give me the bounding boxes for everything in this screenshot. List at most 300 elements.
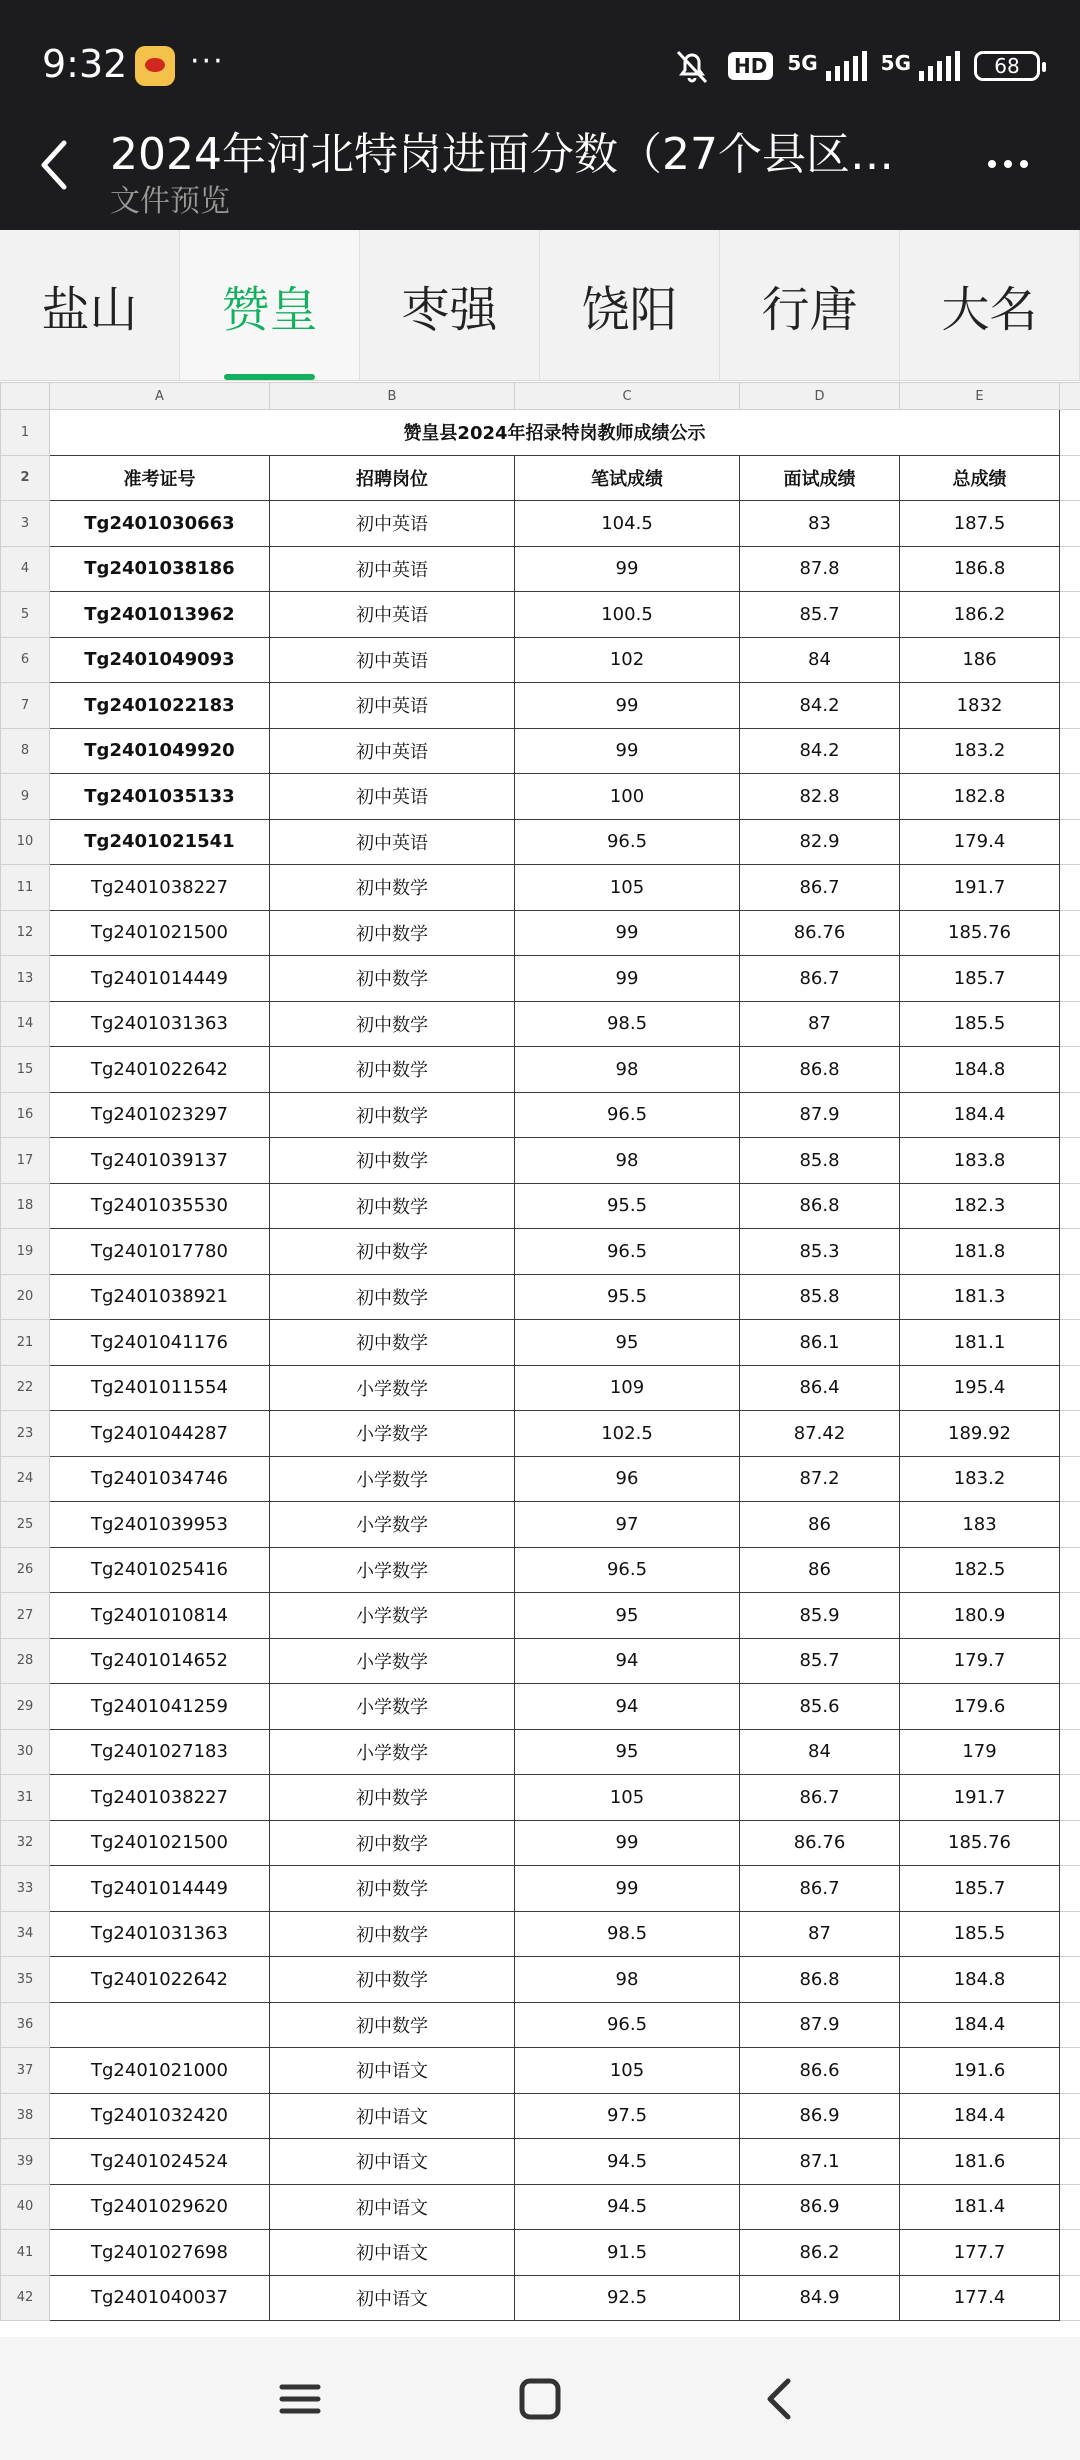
cell-written-score[interactable]: 99 [515, 546, 740, 592]
cell-interview-score[interactable]: 85.8 [740, 1274, 900, 1320]
cell[interactable] [1060, 819, 1080, 865]
cell[interactable] [1060, 1047, 1080, 1093]
row-header[interactable]: 12 [1, 910, 50, 956]
row-header[interactable]: 21 [1, 1320, 50, 1366]
cell-exam-id[interactable]: Tg2401041259 [50, 1684, 270, 1730]
cell[interactable] [1060, 1456, 1080, 1502]
cell-exam-id[interactable]: Tg2401029620 [50, 2184, 270, 2230]
cell[interactable] [1060, 728, 1080, 774]
cell-total-score[interactable]: 191.7 [900, 1775, 1060, 1821]
cell[interactable] [1060, 1684, 1080, 1730]
cell-written-score[interactable]: 100 [515, 774, 740, 820]
row-header[interactable]: 40 [1, 2184, 50, 2230]
cell-position[interactable]: 小学数学 [270, 1547, 515, 1593]
cell[interactable] [1060, 1092, 1080, 1138]
cell-position[interactable]: 小学数学 [270, 1411, 515, 1457]
cell[interactable] [1060, 2275, 1080, 2321]
cell-exam-id[interactable]: Tg2401038186 [50, 546, 270, 592]
cell-interview-score[interactable]: 86.6 [740, 2048, 900, 2094]
cell[interactable] [1060, 1183, 1080, 1229]
cell-written-score[interactable]: 96 [515, 1456, 740, 1502]
cell[interactable] [1060, 1547, 1080, 1593]
cell-exam-id[interactable]: Tg2401023297 [50, 1092, 270, 1138]
cell-position[interactable]: 初中数学 [270, 1092, 515, 1138]
row-header[interactable]: 13 [1, 956, 50, 1002]
cell[interactable] [1060, 1138, 1080, 1184]
cell[interactable] [1060, 2093, 1080, 2139]
cell-total-score[interactable]: 182.3 [900, 1183, 1060, 1229]
row-header[interactable]: 23 [1, 1411, 50, 1457]
cell-total-score[interactable]: 181.3 [900, 1274, 1060, 1320]
cell-position[interactable]: 初中数学 [270, 956, 515, 1002]
row-header[interactable]: 31 [1, 1775, 50, 1821]
cell-written-score[interactable]: 95.5 [515, 1183, 740, 1229]
cell-exam-id[interactable]: Tg2401040037 [50, 2275, 270, 2321]
cell[interactable] [1060, 910, 1080, 956]
cell-total-score[interactable]: 181.1 [900, 1320, 1060, 1366]
cell-position[interactable]: 初中数学 [270, 1775, 515, 1821]
cell-written-score[interactable]: 96.5 [515, 2002, 740, 2048]
tab-raoyang[interactable]: 饶阳 [540, 230, 720, 380]
cell-exam-id[interactable]: Tg2401021500 [50, 1820, 270, 1866]
cell-interview-score[interactable]: 82.9 [740, 819, 900, 865]
cell[interactable] [1060, 455, 1080, 501]
cell-position[interactable]: 初中语文 [270, 2093, 515, 2139]
cell[interactable] [1060, 1502, 1080, 1548]
row-header[interactable]: 16 [1, 1092, 50, 1138]
row-header[interactable]: 2 [1, 455, 50, 501]
row-header[interactable]: 3 [1, 501, 50, 547]
cell-total-score[interactable]: 191.7 [900, 865, 1060, 911]
cell[interactable] [1060, 2002, 1080, 2048]
cell-written-score[interactable]: 99 [515, 910, 740, 956]
cell-interview-score[interactable]: 85.6 [740, 1684, 900, 1730]
more-dots-icon[interactable] [988, 160, 1028, 168]
cell-position[interactable]: 初中数学 [270, 1274, 515, 1320]
cell-written-score[interactable]: 96.5 [515, 1229, 740, 1275]
cell-exam-id[interactable]: Tg2401014449 [50, 1866, 270, 1912]
cell-total-score[interactable]: 177.4 [900, 2275, 1060, 2321]
row-header[interactable]: 32 [1, 1820, 50, 1866]
cell-total-score[interactable]: 183.2 [900, 728, 1060, 774]
cell-total-score[interactable]: 181.8 [900, 1229, 1060, 1275]
header-cell[interactable]: 招聘岗位 [270, 455, 515, 501]
cell-interview-score[interactable]: 84 [740, 637, 900, 683]
cell-interview-score[interactable]: 84.2 [740, 728, 900, 774]
row-header[interactable]: 18 [1, 1183, 50, 1229]
cell-total-score[interactable]: 181.6 [900, 2139, 1060, 2185]
cell[interactable] [1060, 1001, 1080, 1047]
cell[interactable] [1060, 1274, 1080, 1320]
cell-interview-score[interactable]: 86.7 [740, 1866, 900, 1912]
cell[interactable] [1060, 1820, 1080, 1866]
cell-interview-score[interactable]: 85.7 [740, 1638, 900, 1684]
cell-position[interactable]: 初中数学 [270, 1957, 515, 2003]
cell-written-score[interactable]: 95 [515, 1729, 740, 1775]
cell-interview-score[interactable]: 86.9 [740, 2184, 900, 2230]
tab-daming[interactable]: 大名 [900, 230, 1080, 380]
row-header[interactable]: 38 [1, 2093, 50, 2139]
cell-total-score[interactable]: 179.7 [900, 1638, 1060, 1684]
row-header[interactable]: 5 [1, 592, 50, 638]
cell-exam-id[interactable] [50, 2002, 270, 2048]
corner-cell[interactable] [1, 383, 50, 410]
row-header[interactable]: 34 [1, 1911, 50, 1957]
cell-position[interactable]: 初中数学 [270, 1320, 515, 1366]
cell[interactable] [1060, 1365, 1080, 1411]
cell-interview-score[interactable]: 85.8 [740, 1138, 900, 1184]
cell-position[interactable]: 初中数学 [270, 910, 515, 956]
cell-interview-score[interactable]: 87 [740, 1001, 900, 1047]
cell-exam-id[interactable]: Tg2401017780 [50, 1229, 270, 1275]
row-header[interactable]: 7 [1, 683, 50, 729]
cell-exam-id[interactable]: Tg2401038227 [50, 865, 270, 911]
cell-exam-id[interactable]: Tg2401014652 [50, 1638, 270, 1684]
cell-position[interactable]: 初中数学 [270, 1047, 515, 1093]
cell-interview-score[interactable]: 87 [740, 1911, 900, 1957]
cell-interview-score[interactable]: 86.4 [740, 1365, 900, 1411]
row-header[interactable]: 41 [1, 2230, 50, 2276]
row-header[interactable]: 25 [1, 1502, 50, 1548]
cell-written-score[interactable]: 97.5 [515, 2093, 740, 2139]
cell-position[interactable]: 初中英语 [270, 546, 515, 592]
header-cell[interactable]: 准考证号 [50, 455, 270, 501]
cell[interactable] [1060, 2139, 1080, 2185]
tab-yanshan[interactable]: 盐山 [0, 230, 180, 380]
cell[interactable] [1060, 683, 1080, 729]
row-header[interactable]: 20 [1, 1274, 50, 1320]
cell[interactable] [1060, 637, 1080, 683]
cell[interactable] [1060, 865, 1080, 911]
cell-total-score[interactable]: 182.5 [900, 1547, 1060, 1593]
cell-position[interactable]: 初中英语 [270, 592, 515, 638]
cell-written-score[interactable]: 99 [515, 728, 740, 774]
cell-position[interactable]: 初中英语 [270, 819, 515, 865]
back-chevron-icon[interactable] [748, 2367, 812, 2431]
cell-total-score[interactable]: 180.9 [900, 1593, 1060, 1639]
cell-total-score[interactable]: 195.4 [900, 1365, 1060, 1411]
cell-total-score[interactable]: 185.76 [900, 1820, 1060, 1866]
cell-total-score[interactable]: 184.8 [900, 1957, 1060, 2003]
row-header[interactable]: 17 [1, 1138, 50, 1184]
cell-interview-score[interactable]: 85.9 [740, 1593, 900, 1639]
row-header[interactable]: 42 [1, 2275, 50, 2321]
cell-interview-score[interactable]: 86.9 [740, 2093, 900, 2139]
cell-written-score[interactable]: 109 [515, 1365, 740, 1411]
cell-interview-score[interactable]: 87.9 [740, 1092, 900, 1138]
cell-position[interactable]: 初中数学 [270, 2002, 515, 2048]
back-arrow-icon[interactable] [34, 135, 74, 195]
cell-interview-score[interactable]: 87.9 [740, 2002, 900, 2048]
cell-exam-id[interactable]: Tg2401039137 [50, 1138, 270, 1184]
cell-total-score[interactable]: 187.5 [900, 501, 1060, 547]
home-square-icon[interactable] [508, 2367, 572, 2431]
cell-exam-id[interactable]: Tg2401034746 [50, 1456, 270, 1502]
cell-written-score[interactable]: 99 [515, 683, 740, 729]
row-header[interactable]: 37 [1, 2048, 50, 2094]
cell[interactable] [1060, 1866, 1080, 1912]
tab-zaoqiang[interactable]: 枣强 [360, 230, 540, 380]
cell-written-score[interactable]: 95 [515, 1320, 740, 1366]
cell-written-score[interactable]: 99 [515, 1820, 740, 1866]
cell-exam-id[interactable]: Tg2401049920 [50, 728, 270, 774]
cell-position[interactable]: 初中数学 [270, 1183, 515, 1229]
row-header[interactable]: 35 [1, 1957, 50, 2003]
cell-exam-id[interactable]: Tg2401014449 [50, 956, 270, 1002]
cell-position[interactable]: 初中数学 [270, 1820, 515, 1866]
cell-interview-score[interactable]: 86.7 [740, 956, 900, 1002]
cell-interview-score[interactable]: 86.8 [740, 1183, 900, 1229]
cell-exam-id[interactable]: Tg2401038921 [50, 1274, 270, 1320]
cell-exam-id[interactable]: Tg2401027698 [50, 2230, 270, 2276]
cell-written-score[interactable]: 92.5 [515, 2275, 740, 2321]
cell-written-score[interactable]: 98 [515, 1138, 740, 1184]
cell-written-score[interactable]: 100.5 [515, 592, 740, 638]
tab-zanhuang[interactable]: 赞皇 [180, 230, 360, 380]
cell-exam-id[interactable]: Tg2401021000 [50, 2048, 270, 2094]
cell-total-score[interactable]: 179.4 [900, 819, 1060, 865]
cell[interactable] [1060, 1229, 1080, 1275]
cell-position[interactable]: 小学数学 [270, 1593, 515, 1639]
cell[interactable] [1060, 2048, 1080, 2094]
cell-position[interactable]: 小学数学 [270, 1684, 515, 1730]
cell-written-score[interactable]: 95.5 [515, 1274, 740, 1320]
cell[interactable] [1060, 2184, 1080, 2230]
cell-position[interactable]: 初中数学 [270, 1229, 515, 1275]
cell-interview-score[interactable]: 86.76 [740, 1820, 900, 1866]
cell-written-score[interactable]: 105 [515, 865, 740, 911]
row-header[interactable]: 14 [1, 1001, 50, 1047]
cell-position[interactable]: 小学数学 [270, 1456, 515, 1502]
column-header[interactable]: B [270, 383, 515, 410]
cell-position[interactable]: 初中英语 [270, 637, 515, 683]
cell-total-score[interactable]: 184.4 [900, 2002, 1060, 2048]
cell-written-score[interactable]: 98.5 [515, 1911, 740, 1957]
cell-interview-score[interactable]: 87.1 [740, 2139, 900, 2185]
cell-total-score[interactable]: 183 [900, 1502, 1060, 1548]
cell-written-score[interactable]: 99 [515, 1866, 740, 1912]
cell-interview-score[interactable]: 86.7 [740, 865, 900, 911]
cell-position[interactable]: 初中语文 [270, 2184, 515, 2230]
row-header[interactable]: 29 [1, 1684, 50, 1730]
cell-exam-id[interactable]: Tg2401030663 [50, 501, 270, 547]
cell-exam-id[interactable]: Tg2401049093 [50, 637, 270, 683]
cell-exam-id[interactable]: Tg2401025416 [50, 1547, 270, 1593]
cell-total-score[interactable]: 189.92 [900, 1411, 1060, 1457]
cell-written-score[interactable]: 98 [515, 1957, 740, 2003]
row-header[interactable]: 6 [1, 637, 50, 683]
cell[interactable] [1060, 1729, 1080, 1775]
row-header[interactable]: 15 [1, 1047, 50, 1093]
row-header[interactable]: 1 [1, 410, 50, 456]
cell-total-score[interactable]: 184.4 [900, 2093, 1060, 2139]
cell-interview-score[interactable]: 84.2 [740, 683, 900, 729]
cell[interactable] [1060, 774, 1080, 820]
cell-total-score[interactable]: 185.7 [900, 956, 1060, 1002]
cell-interview-score[interactable]: 87.2 [740, 1456, 900, 1502]
header-cell[interactable]: 总成绩 [900, 455, 1060, 501]
cell-position[interactable]: 初中数学 [270, 1911, 515, 1957]
cell-interview-score[interactable]: 86 [740, 1502, 900, 1548]
cell-total-score[interactable]: 181.4 [900, 2184, 1060, 2230]
cell-total-score[interactable]: 185.5 [900, 1911, 1060, 1957]
cell-position[interactable]: 初中数学 [270, 865, 515, 911]
cell[interactable] [1060, 1411, 1080, 1457]
row-header[interactable]: 26 [1, 1547, 50, 1593]
cell-exam-id[interactable]: Tg2401011554 [50, 1365, 270, 1411]
cell-position[interactable]: 初中英语 [270, 728, 515, 774]
cell-exam-id[interactable]: Tg2401022183 [50, 683, 270, 729]
cell-written-score[interactable]: 94 [515, 1638, 740, 1684]
cell-written-score[interactable]: 105 [515, 1775, 740, 1821]
cell-interview-score[interactable]: 86.2 [740, 2230, 900, 2276]
cell-position[interactable]: 初中语文 [270, 2048, 515, 2094]
row-header[interactable]: 11 [1, 865, 50, 911]
cell-total-score[interactable]: 183.8 [900, 1138, 1060, 1184]
cell-exam-id[interactable]: Tg2401035133 [50, 774, 270, 820]
cell-exam-id[interactable]: Tg2401021500 [50, 910, 270, 956]
cell[interactable] [1060, 410, 1080, 456]
tab-xingtang[interactable]: 行唐 [720, 230, 900, 380]
cell-exam-id[interactable]: Tg2401032420 [50, 2093, 270, 2139]
cell-total-score[interactable]: 184.8 [900, 1047, 1060, 1093]
row-header[interactable]: 4 [1, 546, 50, 592]
row-header[interactable]: 27 [1, 1593, 50, 1639]
cell-interview-score[interactable]: 83 [740, 501, 900, 547]
row-header[interactable]: 24 [1, 1456, 50, 1502]
cell-written-score[interactable]: 102 [515, 637, 740, 683]
cell-interview-score[interactable]: 87.8 [740, 546, 900, 592]
column-header[interactable]: A [50, 383, 270, 410]
cell-exam-id[interactable]: Tg2401044287 [50, 1411, 270, 1457]
row-header[interactable]: 39 [1, 2139, 50, 2185]
cell-position[interactable]: 初中语文 [270, 2275, 515, 2321]
column-header[interactable]: C [515, 383, 740, 410]
cell-position[interactable]: 初中英语 [270, 501, 515, 547]
cell-exam-id[interactable]: Tg2401022642 [50, 1047, 270, 1093]
cell-interview-score[interactable]: 86.8 [740, 1957, 900, 2003]
sheet-title[interactable]: 赞皇县2024年招录特岗教师成绩公示 [50, 410, 1060, 456]
cell-exam-id[interactable]: Tg2401027183 [50, 1729, 270, 1775]
cell-total-score[interactable]: 185.5 [900, 1001, 1060, 1047]
cell-written-score[interactable]: 96.5 [515, 1547, 740, 1593]
cell-written-score[interactable]: 97 [515, 1502, 740, 1548]
cell-exam-id[interactable]: Tg2401022642 [50, 1957, 270, 2003]
cell-position[interactable]: 初中语文 [270, 2139, 515, 2185]
cell-written-score[interactable]: 94.5 [515, 2139, 740, 2185]
row-header[interactable]: 9 [1, 774, 50, 820]
cell-exam-id[interactable]: Tg2401024524 [50, 2139, 270, 2185]
cell-written-score[interactable]: 104.5 [515, 501, 740, 547]
row-header[interactable]: 33 [1, 1866, 50, 1912]
cell-exam-id[interactable]: Tg2401041176 [50, 1320, 270, 1366]
row-header[interactable]: 30 [1, 1729, 50, 1775]
cell-exam-id[interactable]: Tg2401035530 [50, 1183, 270, 1229]
cell-interview-score[interactable]: 87.42 [740, 1411, 900, 1457]
cell-total-score[interactable]: 179 [900, 1729, 1060, 1775]
cell-total-score[interactable]: 177.7 [900, 2230, 1060, 2276]
cell-written-score[interactable]: 94 [515, 1684, 740, 1730]
cell-interview-score[interactable]: 86.8 [740, 1047, 900, 1093]
header-cell[interactable]: 笔试成绩 [515, 455, 740, 501]
cell-interview-score[interactable]: 86.7 [740, 1775, 900, 1821]
cell-interview-score[interactable]: 86.76 [740, 910, 900, 956]
column-header[interactable]: D [740, 383, 900, 410]
cell-total-score[interactable]: 179.6 [900, 1684, 1060, 1730]
cell-position[interactable]: 初中语文 [270, 2230, 515, 2276]
spreadsheet[interactable] [0, 382, 1080, 2337]
cell-total-score[interactable]: 182.8 [900, 774, 1060, 820]
cell-position[interactable]: 小学数学 [270, 1502, 515, 1548]
column-header[interactable]: E [900, 383, 1060, 410]
cell-written-score[interactable]: 99 [515, 956, 740, 1002]
cell-total-score[interactable]: 183.2 [900, 1456, 1060, 1502]
cell-interview-score[interactable]: 86.1 [740, 1320, 900, 1366]
cell-interview-score[interactable]: 85.3 [740, 1229, 900, 1275]
cell-written-score[interactable]: 98 [515, 1047, 740, 1093]
cell-position[interactable]: 初中英语 [270, 774, 515, 820]
cell-interview-score[interactable]: 82.8 [740, 774, 900, 820]
row-header[interactable]: 10 [1, 819, 50, 865]
cell-total-score[interactable]: 186 [900, 637, 1060, 683]
cell-interview-score[interactable]: 84 [740, 1729, 900, 1775]
cell[interactable] [1060, 1593, 1080, 1639]
cell-written-score[interactable]: 102.5 [515, 1411, 740, 1457]
cell-exam-id[interactable]: Tg2401031363 [50, 1001, 270, 1047]
cell[interactable] [1060, 546, 1080, 592]
cell-exam-id[interactable]: Tg2401038227 [50, 1775, 270, 1821]
cell-written-score[interactable]: 98.5 [515, 1001, 740, 1047]
cell-position[interactable]: 小学数学 [270, 1729, 515, 1775]
cell-total-score[interactable]: 1832 [900, 683, 1060, 729]
cell-written-score[interactable]: 105 [515, 2048, 740, 2094]
cell[interactable] [1060, 2230, 1080, 2276]
cell-written-score[interactable]: 96.5 [515, 1092, 740, 1138]
cell-exam-id[interactable]: Tg2401031363 [50, 1911, 270, 1957]
row-header[interactable]: 28 [1, 1638, 50, 1684]
cell-total-score[interactable]: 185.76 [900, 910, 1060, 956]
row-header[interactable]: 22 [1, 1365, 50, 1411]
cell[interactable] [1060, 501, 1080, 547]
cell-total-score[interactable]: 186.2 [900, 592, 1060, 638]
cell-total-score[interactable]: 184.4 [900, 1092, 1060, 1138]
header-cell[interactable]: 面试成绩 [740, 455, 900, 501]
cell-interview-score[interactable]: 84.9 [740, 2275, 900, 2321]
cell[interactable] [1060, 592, 1080, 638]
cell-position[interactable]: 初中数学 [270, 1866, 515, 1912]
menu-lines-icon[interactable] [268, 2367, 332, 2431]
row-header[interactable]: 19 [1, 1229, 50, 1275]
cell-written-score[interactable]: 95 [515, 1593, 740, 1639]
cell-position[interactable]: 初中数学 [270, 1138, 515, 1184]
cell[interactable] [1060, 1775, 1080, 1821]
cell[interactable] [1060, 1957, 1080, 2003]
cell-interview-score[interactable]: 86 [740, 1547, 900, 1593]
cell-exam-id[interactable]: Tg2401021541 [50, 819, 270, 865]
cell[interactable] [1060, 1911, 1080, 1957]
cell-written-score[interactable]: 91.5 [515, 2230, 740, 2276]
cell-exam-id[interactable]: Tg2401013962 [50, 592, 270, 638]
cell-exam-id[interactable]: Tg2401039953 [50, 1502, 270, 1548]
column-header[interactable] [1060, 383, 1080, 410]
cell-position[interactable]: 小学数学 [270, 1638, 515, 1684]
row-header[interactable]: 8 [1, 728, 50, 774]
cell-written-score[interactable]: 94.5 [515, 2184, 740, 2230]
cell[interactable] [1060, 1638, 1080, 1684]
cell-total-score[interactable]: 186.8 [900, 546, 1060, 592]
cell-position[interactable]: 初中英语 [270, 683, 515, 729]
cell[interactable] [1060, 956, 1080, 1002]
